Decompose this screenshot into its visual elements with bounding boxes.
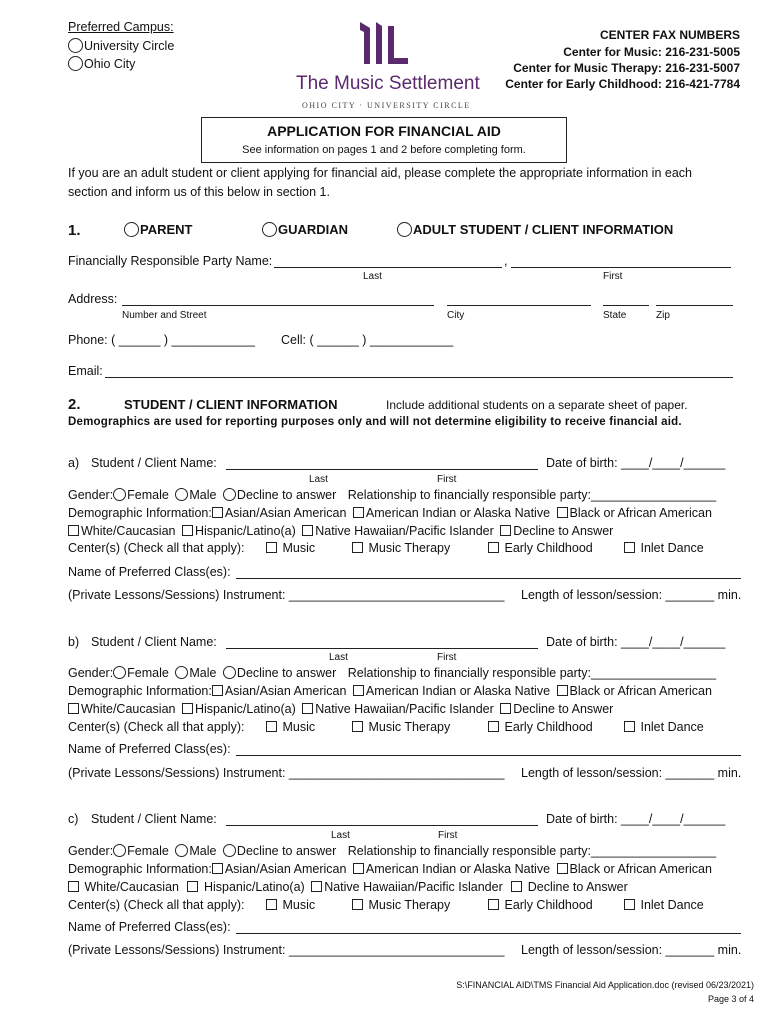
class-field[interactable] bbox=[236, 755, 741, 756]
center-early[interactable]: Early Childhood bbox=[488, 720, 593, 734]
section2-title: STUDENT / CLIENT INFORMATION bbox=[124, 397, 338, 412]
campus-option-ohio-city[interactable]: Ohio City bbox=[68, 56, 135, 71]
demographic-row1: Demographic Information: Asian/Asian American American Indian or Alaska Native Black or African American bbox=[68, 862, 712, 876]
radio-circle-icon[interactable] bbox=[397, 222, 412, 237]
footer-page: Page 3 of 4 bbox=[707, 994, 754, 1004]
checkbox-icon[interactable] bbox=[352, 542, 363, 553]
length-field[interactable]: Length of lesson/session: _______ min. bbox=[521, 766, 742, 780]
instrument-field[interactable]: (Private Lessons/Sessions) Instrument: _______________________________ bbox=[68, 943, 505, 957]
checkbox-icon[interactable] bbox=[557, 685, 568, 696]
student-name-label: Student / Client Name: bbox=[91, 812, 217, 826]
checkbox-icon[interactable] bbox=[212, 685, 223, 696]
demographics-note: Demographics are used for reporting purposes only and will not determine eligibility to receive financial aid. bbox=[68, 416, 682, 428]
logo-name: The Music Settlement bbox=[296, 73, 480, 94]
instrument-field[interactable]: (Private Lessons/Sessions) Instrument: _______________________________ bbox=[68, 588, 505, 602]
party-name-label: Financially Responsible Party Name: bbox=[68, 254, 273, 268]
zip-field[interactable] bbox=[656, 305, 733, 306]
class-field[interactable] bbox=[236, 578, 741, 579]
state-field[interactable] bbox=[603, 305, 649, 306]
city-field[interactable] bbox=[447, 305, 591, 306]
checkbox-icon[interactable] bbox=[353, 685, 364, 696]
phone-field[interactable]: Phone: ( ______ ) ____________ bbox=[68, 333, 255, 347]
address-label: Address: bbox=[68, 292, 118, 306]
fax-title: CENTER FAX NUMBERS bbox=[599, 28, 740, 42]
footer-path: S:\FINANCIAL AID\TMS Financial Aid Application.doc (revised 06/23/2021) bbox=[456, 980, 754, 990]
checkbox-icon[interactable] bbox=[182, 525, 193, 536]
checkbox-icon[interactable] bbox=[68, 703, 79, 714]
checkbox-icon[interactable] bbox=[488, 899, 499, 910]
last-caption: Last bbox=[331, 830, 350, 841]
gender-row: Gender: Female Male Decline to answer Relationship to financially responsible party:__________________ bbox=[68, 666, 717, 680]
checkbox-icon[interactable] bbox=[266, 721, 277, 732]
length-field[interactable]: Length of lesson/session: _______ min. bbox=[521, 588, 742, 602]
checkbox-icon[interactable] bbox=[182, 703, 193, 714]
radio-decline-icon[interactable] bbox=[223, 844, 236, 857]
checkbox-icon[interactable] bbox=[212, 863, 223, 874]
cell-field[interactable]: Cell: ( ______ ) ____________ bbox=[281, 333, 454, 347]
class-label: Name of Preferred Class(es): bbox=[68, 920, 231, 934]
checkbox-icon[interactable] bbox=[187, 881, 198, 892]
section2-note: Include additional students on a separate sheet of paper. bbox=[386, 398, 688, 412]
student-name-field[interactable] bbox=[226, 469, 538, 470]
center-music[interactable]: Music bbox=[266, 541, 315, 555]
last-caption: Last bbox=[309, 474, 328, 485]
relationship-field[interactable]: Relationship to financially responsible party:__________________ bbox=[347, 844, 717, 858]
checkbox-icon[interactable] bbox=[624, 899, 635, 910]
demographic-row1: Demographic Information: Asian/Asian American American Indian or Alaska Native Black or African American bbox=[68, 506, 712, 520]
checkbox-icon[interactable] bbox=[353, 507, 364, 518]
demographic-row2: White/Caucasian Hispanic/Latino(a) Native Hawaiian/Pacific Islander Decline to Answer bbox=[68, 524, 613, 538]
street-field[interactable] bbox=[122, 305, 434, 306]
gender-label: Gender: bbox=[68, 488, 114, 502]
checkbox-icon[interactable] bbox=[500, 525, 511, 536]
checkbox-icon[interactable] bbox=[302, 525, 313, 536]
relationship-field[interactable]: Relationship to financially responsible party:__________________ bbox=[347, 666, 717, 680]
first-caption: First bbox=[437, 474, 457, 485]
option-guardian[interactable]: GUARDIAN bbox=[262, 222, 348, 237]
centers-label: Center(s) (Check all that apply): bbox=[68, 898, 245, 912]
length-field[interactable]: Length of lesson/session: _______ min. bbox=[521, 943, 742, 957]
checkbox-icon[interactable] bbox=[68, 881, 79, 892]
checkbox-icon[interactable] bbox=[68, 525, 79, 536]
demographic-row2: White/Caucasian Hispanic/Latino(a) Native Hawaiian/Pacific Islander Decline to Answer bbox=[68, 880, 628, 894]
center-therapy[interactable]: Music Therapy bbox=[352, 898, 450, 912]
section2-number: 2. bbox=[68, 396, 81, 413]
radio-male-icon[interactable] bbox=[175, 666, 188, 679]
title-box bbox=[201, 117, 567, 163]
street-caption: Number and Street bbox=[122, 310, 207, 321]
radio-circle-icon[interactable] bbox=[124, 222, 139, 237]
checkbox-icon[interactable] bbox=[511, 881, 522, 892]
instrument-field[interactable]: (Private Lessons/Sessions) Instrument: _______________________________ bbox=[68, 766, 505, 780]
center-inlet[interactable]: Inlet Dance bbox=[624, 541, 704, 555]
class-label: Name of Preferred Class(es): bbox=[68, 742, 231, 756]
city-caption: City bbox=[447, 310, 465, 321]
radio-circle-icon[interactable] bbox=[68, 56, 83, 71]
class-field[interactable] bbox=[236, 933, 741, 934]
student-letter: c) bbox=[68, 812, 79, 826]
gender-label: Gender: bbox=[68, 844, 114, 858]
music-settlement-logo-icon bbox=[356, 20, 412, 69]
checkbox-icon[interactable] bbox=[266, 899, 277, 910]
party-comma: , bbox=[504, 254, 508, 268]
intro-line1: If you are an adult student or client applying for financial aid, please complete the appropriate information in each bbox=[68, 166, 692, 180]
gender-row: Gender: Female Male Decline to answer Relationship to financially responsible party:__________________ bbox=[68, 488, 717, 502]
page-title: APPLICATION FOR FINANCIAL AID bbox=[267, 123, 501, 139]
radio-male-icon[interactable] bbox=[175, 844, 188, 857]
student-letter: b) bbox=[68, 635, 80, 649]
checkbox-icon[interactable] bbox=[266, 542, 277, 553]
party-first-field[interactable] bbox=[511, 267, 731, 268]
radio-circle-icon[interactable] bbox=[262, 222, 277, 237]
checkbox-icon[interactable] bbox=[624, 542, 635, 553]
dob-field[interactable]: Date of birth: ____/____/______ bbox=[546, 812, 726, 826]
center-inlet[interactable]: Inlet Dance bbox=[624, 720, 704, 734]
dob-field[interactable]: Date of birth: ____/____/______ bbox=[546, 456, 726, 470]
radio-female-icon[interactable] bbox=[113, 844, 126, 857]
checkbox-icon[interactable] bbox=[352, 721, 363, 732]
party-last-caption: Last bbox=[363, 271, 382, 282]
radio-female-icon[interactable] bbox=[113, 666, 126, 679]
first-caption: First bbox=[438, 830, 458, 841]
fax-therapy: Center for Music Therapy: 216-231-5007 bbox=[513, 61, 740, 75]
campus-label: Preferred Campus: bbox=[68, 20, 174, 34]
student-letter: a) bbox=[68, 456, 80, 470]
party-last-field[interactable] bbox=[274, 267, 502, 268]
centers-label: Center(s) (Check all that apply): bbox=[68, 541, 245, 555]
radio-female-icon[interactable] bbox=[113, 488, 126, 501]
class-label: Name of Preferred Class(es): bbox=[68, 565, 231, 579]
checkbox-icon[interactable] bbox=[353, 863, 364, 874]
center-music[interactable]: Music bbox=[266, 898, 315, 912]
checkbox-icon[interactable] bbox=[488, 542, 499, 553]
email-label: Email: bbox=[68, 364, 103, 378]
checkbox-icon[interactable] bbox=[212, 507, 223, 518]
gender-label: Gender: bbox=[68, 666, 114, 680]
state-caption: State bbox=[603, 310, 627, 321]
checkbox-icon[interactable] bbox=[624, 721, 635, 732]
checkbox-icon[interactable] bbox=[557, 507, 568, 518]
section1-number: 1. bbox=[68, 222, 81, 239]
radio-male-icon[interactable] bbox=[175, 488, 188, 501]
center-music[interactable]: Music bbox=[266, 720, 315, 734]
email-field[interactable] bbox=[105, 377, 733, 378]
centers-label: Center(s) (Check all that apply): bbox=[68, 720, 245, 734]
checkbox-icon[interactable] bbox=[500, 703, 511, 714]
demographic-row1: Demographic Information: Asian/Asian American American Indian or Alaska Native Black or African American bbox=[68, 684, 712, 698]
center-early[interactable]: Early Childhood bbox=[488, 898, 593, 912]
checkbox-icon[interactable] bbox=[311, 881, 322, 892]
logo-tagline: OHIO CITY · UNIVERSITY CIRCLE bbox=[302, 101, 471, 110]
campus-option-university-circle[interactable]: University Circle bbox=[68, 38, 174, 53]
party-first-caption: First bbox=[603, 271, 623, 282]
checkbox-icon[interactable] bbox=[557, 863, 568, 874]
zip-caption: Zip bbox=[656, 310, 670, 321]
intro-line2: section and inform us of this below in section 1. bbox=[68, 185, 330, 199]
checkbox-icon[interactable] bbox=[488, 721, 499, 732]
demographic-row2: White/Caucasian Hispanic/Latino(a) Native Hawaiian/Pacific Islander Decline to Answer bbox=[68, 702, 613, 716]
center-inlet[interactable]: Inlet Dance bbox=[624, 898, 704, 912]
last-caption: Last bbox=[329, 652, 348, 663]
relationship-field[interactable]: Relationship to financially responsible party:__________________ bbox=[347, 488, 717, 502]
center-early[interactable]: Early Childhood bbox=[488, 541, 593, 555]
fax-early: Center for Early Childhood: 216-421-7784 bbox=[505, 77, 740, 91]
student-name-label: Student / Client Name: bbox=[91, 635, 217, 649]
page-subtitle: See information on pages 1 and 2 before completing form. bbox=[242, 144, 526, 156]
radio-circle-icon[interactable] bbox=[68, 38, 83, 53]
student-name-label: Student / Client Name: bbox=[91, 456, 217, 470]
option-adult-student[interactable]: ADULT STUDENT / CLIENT INFORMATION bbox=[397, 222, 673, 237]
option-parent[interactable]: PARENT bbox=[124, 222, 192, 237]
fax-music: Center for Music: 216-231-5005 bbox=[563, 45, 740, 59]
center-therapy[interactable]: Music Therapy bbox=[352, 541, 450, 555]
gender-row: Gender: Female Male Decline to answer Relationship to financially responsible party:__________________ bbox=[68, 844, 717, 858]
first-caption: First bbox=[437, 652, 457, 663]
checkbox-icon[interactable] bbox=[352, 899, 363, 910]
student-name-field[interactable] bbox=[226, 825, 538, 826]
student-name-field[interactable] bbox=[226, 648, 538, 649]
checkbox-icon[interactable] bbox=[302, 703, 313, 714]
dob-field[interactable]: Date of birth: ____/____/______ bbox=[546, 635, 726, 649]
radio-decline-icon[interactable] bbox=[223, 666, 236, 679]
center-therapy[interactable]: Music Therapy bbox=[352, 720, 450, 734]
radio-decline-icon[interactable] bbox=[223, 488, 236, 501]
